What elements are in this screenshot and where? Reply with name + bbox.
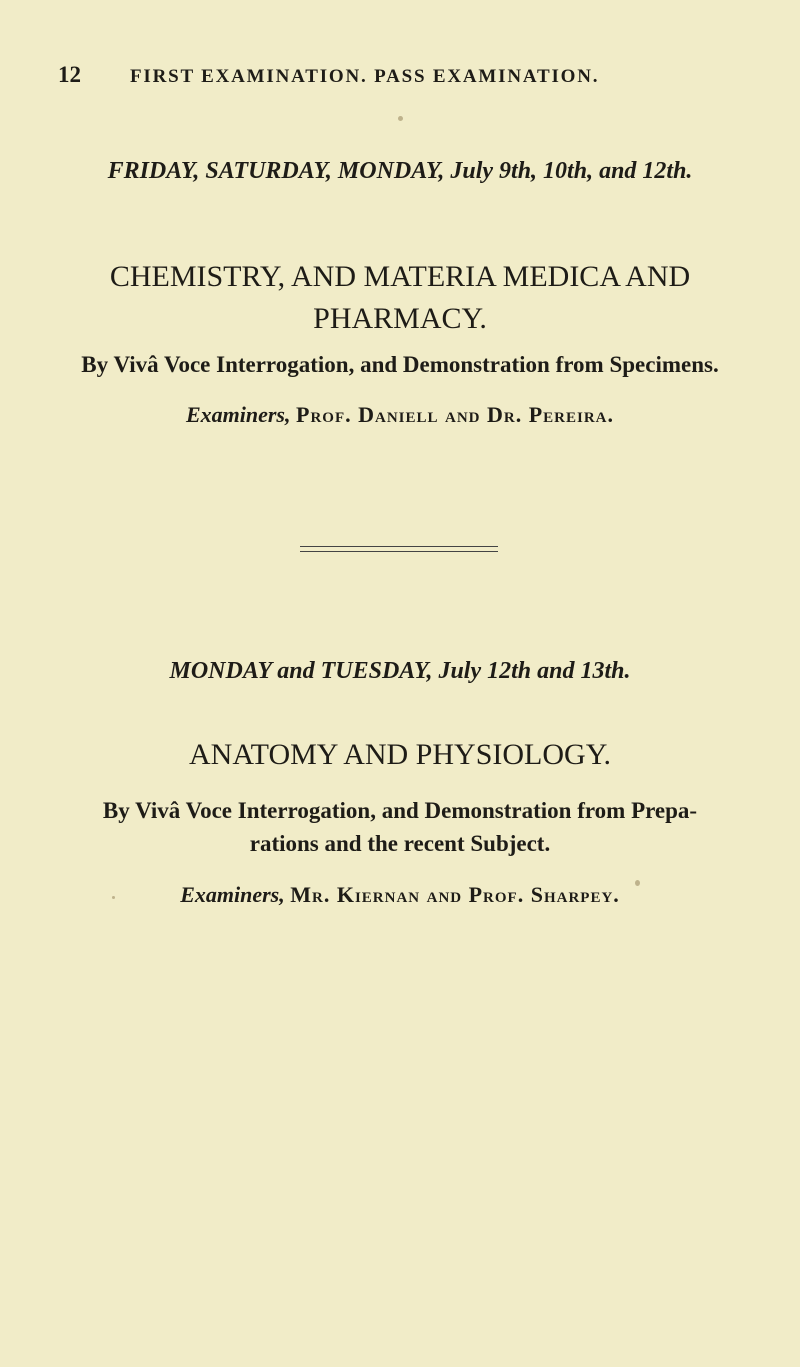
examiners-label: Examiners,: [185, 402, 291, 427]
paper-speck: [635, 880, 640, 886]
page-number: 12: [58, 62, 81, 87]
section2-examiners: [40, 882, 760, 908]
section1-examiners: [40, 402, 760, 428]
running-header: [58, 62, 760, 88]
running-title: FIRST EXAMINATION. PASS EXAMINATION.: [130, 66, 600, 87]
section-divider-rule: [300, 546, 498, 552]
examiners-label: Examiners,: [180, 882, 285, 907]
section2-subject: ANATOMY AND PHYSIOLOGY.: [189, 738, 611, 771]
section1-method: By Vivâ Voce Interrogation, and Demonstration from Specimens.: [81, 352, 719, 377]
paper-speck: [398, 116, 403, 121]
section1-dates: FRIDAY, SATURDAY, MONDAY, July 9th, 10th, and 12th.: [107, 158, 693, 184]
section2-method-line1: By Vivâ Voce Interrogation, and Demonstration from Prepa-: [102, 798, 698, 823]
examiners-names: Prof. Daniell and Dr. Pereira.: [296, 402, 615, 427]
section1-subject-line2: PHARMACY.: [313, 302, 487, 335]
section1-subject-line1: CHEMISTRY, AND MATERIA MEDICA AND: [109, 260, 691, 293]
section2-dates: MONDAY and TUESDAY, July 12th and 13th.: [169, 658, 631, 684]
examiners-names: Mr. Kiernan and Prof. Sharpey.: [290, 882, 620, 907]
section2-method-line2: rations and the recent Subject.: [249, 831, 551, 856]
paper-speck: [112, 896, 115, 899]
